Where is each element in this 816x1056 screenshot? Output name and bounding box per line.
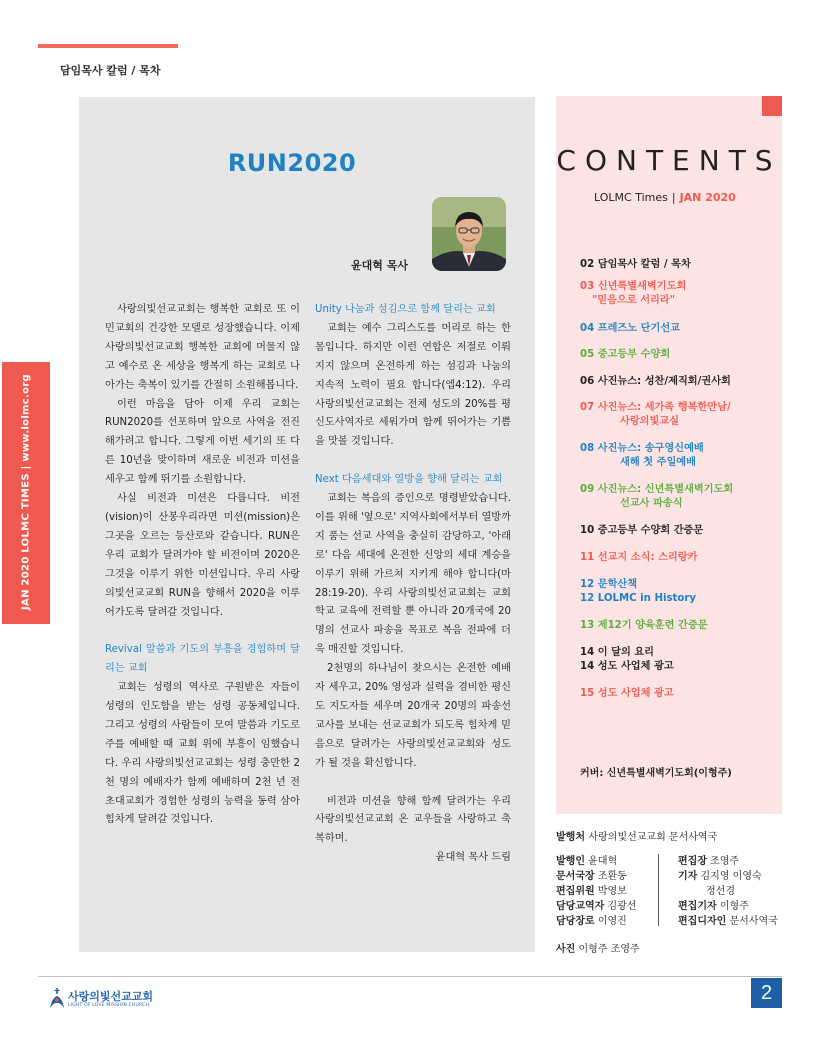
- staff-role: 문서국장: [556, 871, 595, 882]
- article-column-left: [105, 301, 300, 830]
- staff-role: 편집디자인: [678, 916, 727, 927]
- toc-line: 06 사진뉴스: 성찬/제직회/권사회: [580, 376, 731, 387]
- side-tab-text: JAN 2020 LOLMC TIMES | www.lolmc.org: [20, 374, 32, 610]
- toc-item: [580, 258, 691, 272]
- toc-line: 13 제12기 양육훈련 간증문: [580, 620, 708, 631]
- article-box: [79, 97, 535, 952]
- toc-item: [580, 524, 703, 538]
- left-column-paragraph: 이런 마음을 담아 이제 우리 교회는 RUN2020를 선포하며 앞으로 사역을 전진해가려고 합니다. 그렇게 이번 세기의 또 다른 10년을 맞이하며 새로운 비전과 미션을 세우고 함께 뛰기를 소원합니다.: [105, 398, 300, 486]
- toc-item: [580, 687, 674, 701]
- staff-role: 담당교역자: [556, 901, 605, 912]
- contents-panel: [556, 96, 782, 814]
- toc-line: 12 LOLMC in History: [580, 593, 697, 604]
- page-number: 2: [751, 978, 782, 1008]
- toc-line: 선교사 파송식: [620, 498, 683, 509]
- staff-row: [556, 899, 636, 914]
- right-column-spacer: [315, 452, 511, 471]
- toc-line: 새해 첫 주일예배: [620, 457, 696, 468]
- photo-label: 사진: [556, 944, 576, 955]
- contents-subtitle: [594, 191, 736, 204]
- toc-line: 11 선교지 소식: 스리랑카: [580, 552, 698, 563]
- staff-name: 윤대혁: [588, 856, 618, 867]
- toc-item: [580, 442, 704, 470]
- toc-item: [580, 322, 680, 336]
- toc-line: 15 성도 사업체 광고: [580, 688, 674, 699]
- toc-line: 14 성도 사업체 광고: [580, 661, 674, 672]
- toc-item: [580, 375, 731, 389]
- right-column-heading: Unity 나눔과 섬김으로 함께 달리는 교회: [315, 304, 496, 315]
- toc-item: [580, 646, 674, 674]
- left-column-paragraph: 교회는 성령의 역사로 구원받은 자들이 성령의 인도함을 받는 성령 공동체입니다. 그리고 성령의 사람들이 모여 말씀과 기도로 주를 예배할 때 교회 위에 부흥이 임했습니다. 우리 사랑의빛선교교회는 성령 충만한 2천 명의 예배자가 함께 예배하며 2천 년 전 초대교회가 경험한 성령의 능력을 동력 삼아 힘차게 달려갈 것입니다.: [105, 682, 300, 826]
- toc-line: 05 중고등부 수양회: [580, 349, 671, 360]
- right-column-paragraph: 비전과 미션을 향해 함께 달려가는 우리 사랑의빛선교교회 온 교우들을 사랑하고 축복하며.: [315, 795, 511, 845]
- logo-subtext: LIGHT OF LOVE MISSION CHURCH: [68, 1003, 150, 1008]
- staff-name: 이형주: [719, 901, 749, 912]
- left-column-spacer: [105, 622, 300, 641]
- article-column-right: [315, 301, 511, 868]
- section-label: 담임목사 칼럼 / 목차: [60, 64, 161, 77]
- right-column-paragraph: 2천명의 하나님이 찾으시는 온전한 예배자 세우고, 20% 영성과 실력을 겸비한 평신도 지도자들 세우며 20개국 20명의 파송선교사를 보내는 선교교회가 되도록 힘차게 믿음으로 달려가는 사랑의빛선교교회와 성도가 될 것을 확신합니다.: [315, 663, 511, 769]
- staff-role: 편집기자: [678, 901, 717, 912]
- staff-name: 김광선: [607, 901, 637, 912]
- staff-list-right: [678, 854, 778, 929]
- staff-row: [556, 914, 636, 929]
- staff-row: [678, 899, 778, 914]
- toc-line: 12 문학산책: [580, 579, 638, 590]
- toc-line: 08 사진뉴스: 송구영신예배: [580, 443, 704, 454]
- toc-item: [580, 483, 733, 511]
- staff-role: 편집장: [678, 856, 707, 867]
- staff-name: 조환동: [597, 871, 627, 882]
- logo-text: 사랑의빛선교교회: [68, 990, 154, 1003]
- author-name: 윤대혁 목사: [351, 259, 408, 272]
- toc-line: 03 신년특별새벽기도회: [580, 281, 687, 292]
- right-column-heading: Next 다음세대와 열방을 향해 달리는 교회: [315, 474, 503, 486]
- staff-row: [556, 884, 636, 899]
- staff-name: 문서사역국: [729, 916, 778, 927]
- staff-role: 담당장로: [556, 916, 595, 927]
- author-photo: [432, 197, 506, 271]
- toc-item: [580, 551, 697, 565]
- staff-name: 김지영 이영숙: [700, 871, 762, 882]
- staff-role: 기자: [678, 871, 698, 882]
- staff-role: 편집위원: [556, 886, 595, 897]
- toc-line: 07 사진뉴스: 세가족 행복한만남/: [580, 402, 731, 413]
- issue-date: JAN 2020: [679, 191, 736, 204]
- toc-line: 04 프레즈노 단기선교: [580, 323, 680, 334]
- toc-line: 10 중고등부 수양회 간증문: [580, 525, 704, 536]
- staff-name: 조영주: [710, 856, 740, 867]
- staff-row: [678, 854, 778, 869]
- article-title: RUN2020: [227, 149, 357, 177]
- subtitle-separator: |: [671, 191, 676, 204]
- toc-item: [580, 619, 708, 633]
- staff-row: [556, 869, 636, 884]
- toc-line: 02 담임목사 칼럼 / 목차: [580, 259, 691, 270]
- toc-item: [580, 401, 731, 429]
- right-column-spacer: [315, 774, 511, 793]
- publisher-label: 발행처: [556, 832, 585, 843]
- staff-row: [678, 914, 778, 929]
- toc-item: [580, 348, 670, 362]
- cover-credit: 커버: 신년특별새벽기도회(이형주): [580, 768, 732, 779]
- publication-name: LOLMC Times: [594, 191, 668, 204]
- staff-divider: [658, 854, 659, 926]
- staff-name: 이영진: [597, 916, 627, 927]
- photo-value: 이형주 조영주: [578, 944, 640, 955]
- church-logo: [48, 988, 154, 1014]
- staff-row: [556, 854, 636, 869]
- toc-line: "믿음으로 서리라": [592, 295, 676, 306]
- right-column-paragraph: 교회는 예수 그리스도를 머리로 하는 한 몸입니다. 하지만 이런 연합은 저절로 이뤄지지 않으며 온전하게 하는 섬김과 나눔의 지속적 노력이 필요 합니다(엡4:12). 우리 사랑의빛선교교회는 전체 성도의 20%를 평신도사역자로 세워가며 함께 뛰어가는 기쁨을 맛볼 것입니다.: [315, 322, 511, 448]
- top-accent-bar: [38, 44, 178, 48]
- corner-accent: [762, 96, 782, 116]
- footer-divider: [38, 976, 782, 977]
- staff-row: [678, 869, 778, 884]
- left-column-paragraph: 사실 비전과 미션은 다릅니다. 비전(vision)이 산봉우리라면 미션(mission)은 그곳을 오르는 등산로와 같습니다. RUN은 우리 교회가 달려가야 할 비전이며 2020은 그것을 이루기 위한 미션입니다. 우리 사랑의빛선교교회 RUN을 향해서 2020을 이루어가도록 달려갈 것입니다.: [105, 493, 300, 618]
- toc-line: 사랑의빛교실: [620, 416, 680, 427]
- toc-line: 14 이 달의 요리: [580, 647, 655, 658]
- right-column-paragraph: 교회는 복음의 증인으로 명령받았습니다. 이를 위해 '옆으로' 지역사회에서부터 열방까지 품는 선교 사역을 충실히 감당하고, '아래로' 다음 세대에 온전한 신앙의 세대 계승을 이루기 위해 가르쳐 지키게 해야 합니다(마 28:19-20). 우리 사랑의빛선교교회는 교회학교 교육에 전력할 뿐 아니라 20개국에 20 명의 선교사 파송을 목표로 복음 전파에 더욱 매진할 것입니다.: [315, 493, 511, 656]
- staff-name: 박영보: [597, 886, 627, 897]
- staff-role: 발행인: [556, 856, 585, 867]
- staff-name: 정선경: [706, 886, 735, 897]
- left-column-heading: Revival 말씀과 기도의 부흥을 경험하며 달리는 교회: [105, 644, 300, 675]
- toc-item: [580, 280, 686, 308]
- staff-list-left: [556, 854, 636, 929]
- contents-title: CONTENTS: [556, 144, 782, 177]
- staff-row: [678, 884, 778, 899]
- publisher-line: [556, 828, 717, 843]
- photo-credit: [556, 940, 640, 955]
- publisher-value: 사랑의빛선교교회 문서사역국: [588, 832, 718, 843]
- left-column-paragraph: 사랑의빛선교교회는 행복한 교회로 또 이민교회의 건강한 모델로 성장했습니다. 이제 사랑의빛선교교회 행복한 교회에 머물지 않고 예수로 온 세상을 행복게 하는 교회로 나아가는 축복이 있기를 간절히 소원해봅니다.: [105, 304, 300, 391]
- toc-item: [580, 578, 696, 606]
- church-logo-icon: [48, 988, 66, 1010]
- toc-line: 09 사진뉴스: 신년특별새벽기도회: [580, 484, 734, 495]
- article-signature: 윤대혁 목사 드림: [435, 852, 511, 864]
